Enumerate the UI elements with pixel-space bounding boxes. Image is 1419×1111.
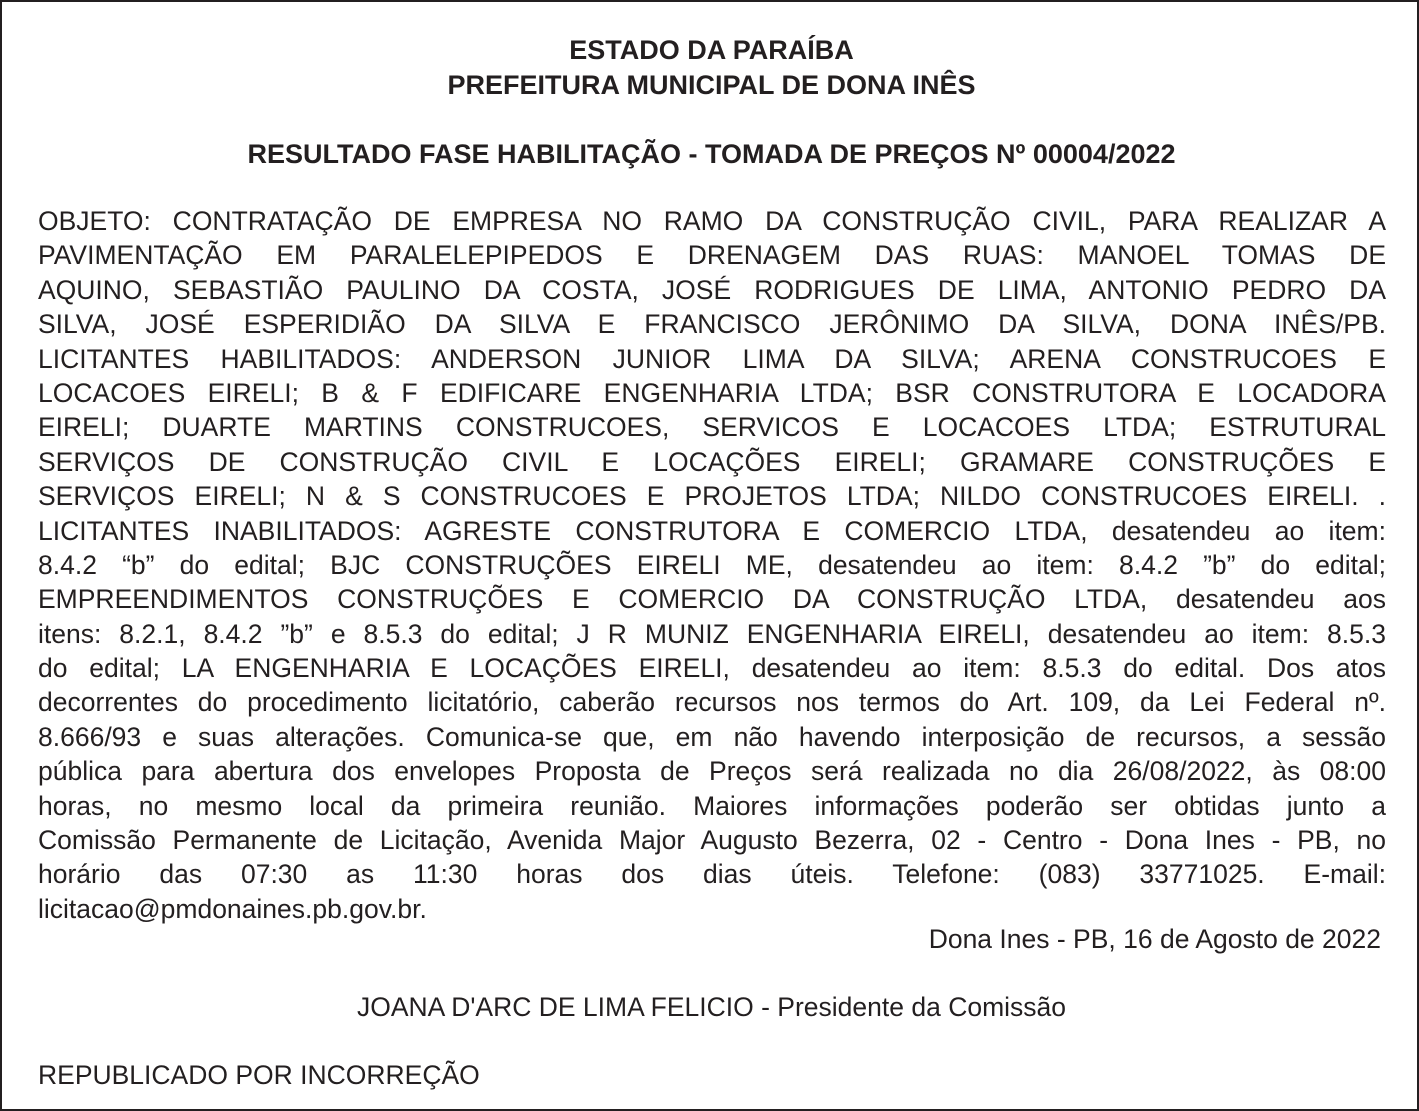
body-line: LOCACOES EIRELI; B & F EDIFICARE ENGENHARIA LTDA; BSR CONSTRUTORA E LOCADORA bbox=[38, 377, 1386, 408]
body-line: EMPREENDIMENTOS CONSTRUÇÕES E COMERCIO DA CONSTRUÇÃO LTDA, desatendeu aos bbox=[38, 584, 1386, 615]
body-line: AQUINO, SEBASTIÃO PAULINO DA COSTA, JOSÉ RODRIGUES DE LIMA, ANTONIO PEDRO DA bbox=[38, 274, 1386, 305]
body-line: do edital; LA ENGENHARIA E LOCAÇÕES EIRELI, desatendeu ao item: 8.5.3 do edital. Dos atos bbox=[38, 653, 1386, 684]
municipality-name: PREFEITURA MUNICIPAL DE DONA INÊS bbox=[447, 70, 976, 100]
notice-body bbox=[38, 204, 1386, 926]
body-line: PAVIMENTAÇÃO EM PARALELEPIPEDOS E DRENAGEM DAS RUAS: MANOEL TOMAS DE bbox=[38, 240, 1386, 271]
signatory: JOANA D'ARC DE LIMA FELICIO - Presidente da Comissão bbox=[356, 992, 1067, 1022]
body-line: EIRELI; DUARTE MARTINS CONSTRUCOES, SERVICOS E LOCACOES LTDA; ESTRUTURAL bbox=[38, 412, 1386, 443]
body-line: pública para abertura dos envelopes Proposta de Preços será realizada no dia 26/08/2022, às 08:00 bbox=[38, 756, 1386, 787]
body-line: itens: 8.2.1, 8.4.2 ”b” e 8.5.3 do edital; J R MUNIZ ENGENHARIA EIRELI, desatendeu ao item: 8.5.3 bbox=[38, 618, 1386, 649]
body-line: SILVA, JOSÉ ESPERIDIÃO DA SILVA E FRANCISCO JERÔNIMO DA SILVA, DONA INÊS/PB. bbox=[38, 309, 1386, 340]
notice-title: RESULTADO FASE HABILITAÇÃO - TOMADA DE PREÇOS Nº 00004/2022 bbox=[247, 139, 1176, 169]
body-line: OBJETO: CONTRATAÇÃO DE EMPRESA NO RAMO DA CONSTRUÇÃO CIVIL, PARA REALIZAR A bbox=[38, 206, 1386, 236]
body-line: 8.4.2 “b” do edital; BJC CONSTRUÇÕES EIRELI ME, desatendeu ao item: 8.4.2 ”b” do edital; bbox=[38, 549, 1386, 580]
republished-note: REPUBLICADO POR INCORREÇÃO bbox=[38, 1060, 480, 1090]
contact-email: licitacao@pmdonaines.pb.gov.br. bbox=[38, 893, 427, 924]
body-line: LICITANTES HABILITADOS: ANDERSON JUNIOR LIMA DA SILVA; ARENA CONSTRUCOES E bbox=[38, 343, 1386, 374]
body-line: horário das 07:30 as 11:30 horas dos dias úteis. Telefone: (083) 33771025. E-mail: bbox=[38, 859, 1386, 890]
body-line: decorrentes do procedimento licitatório, caberão recursos nos termos do Art. 109, da Lei Federal nº. bbox=[38, 687, 1386, 718]
body-line: SERVIÇOS EIRELI; N & S CONSTRUCOES E PROJETOS LTDA; NILDO CONSTRUCOES EIRELI. . bbox=[38, 481, 1386, 512]
place-date: Dona Ines - PB, 16 de Agosto de 2022 bbox=[928, 924, 1381, 954]
body-line: 8.666/93 e suas alterações. Comunica-se que, em não havendo interposição de recursos, a sessão bbox=[38, 721, 1386, 752]
body-line: Comissão Permanente de Licitação, Avenida Major Augusto Bezerra, 02 - Centro - Dona Ines - PB, no bbox=[38, 825, 1386, 856]
body-line: horas, no mesmo local da primeira reunião. Maiores informações poderão ser obtidas junto a bbox=[38, 790, 1386, 821]
state-name: ESTADO DA PARAÍBA bbox=[569, 35, 854, 65]
body-line: SERVIÇOS DE CONSTRUÇÃO CIVIL E LOCAÇÕES EIRELI; GRAMARE CONSTRUÇÕES E bbox=[38, 446, 1386, 477]
body-line: LICITANTES INABILITADOS: AGRESTE CONSTRUTORA E COMERCIO LTDA, desatendeu ao item: bbox=[38, 515, 1386, 546]
